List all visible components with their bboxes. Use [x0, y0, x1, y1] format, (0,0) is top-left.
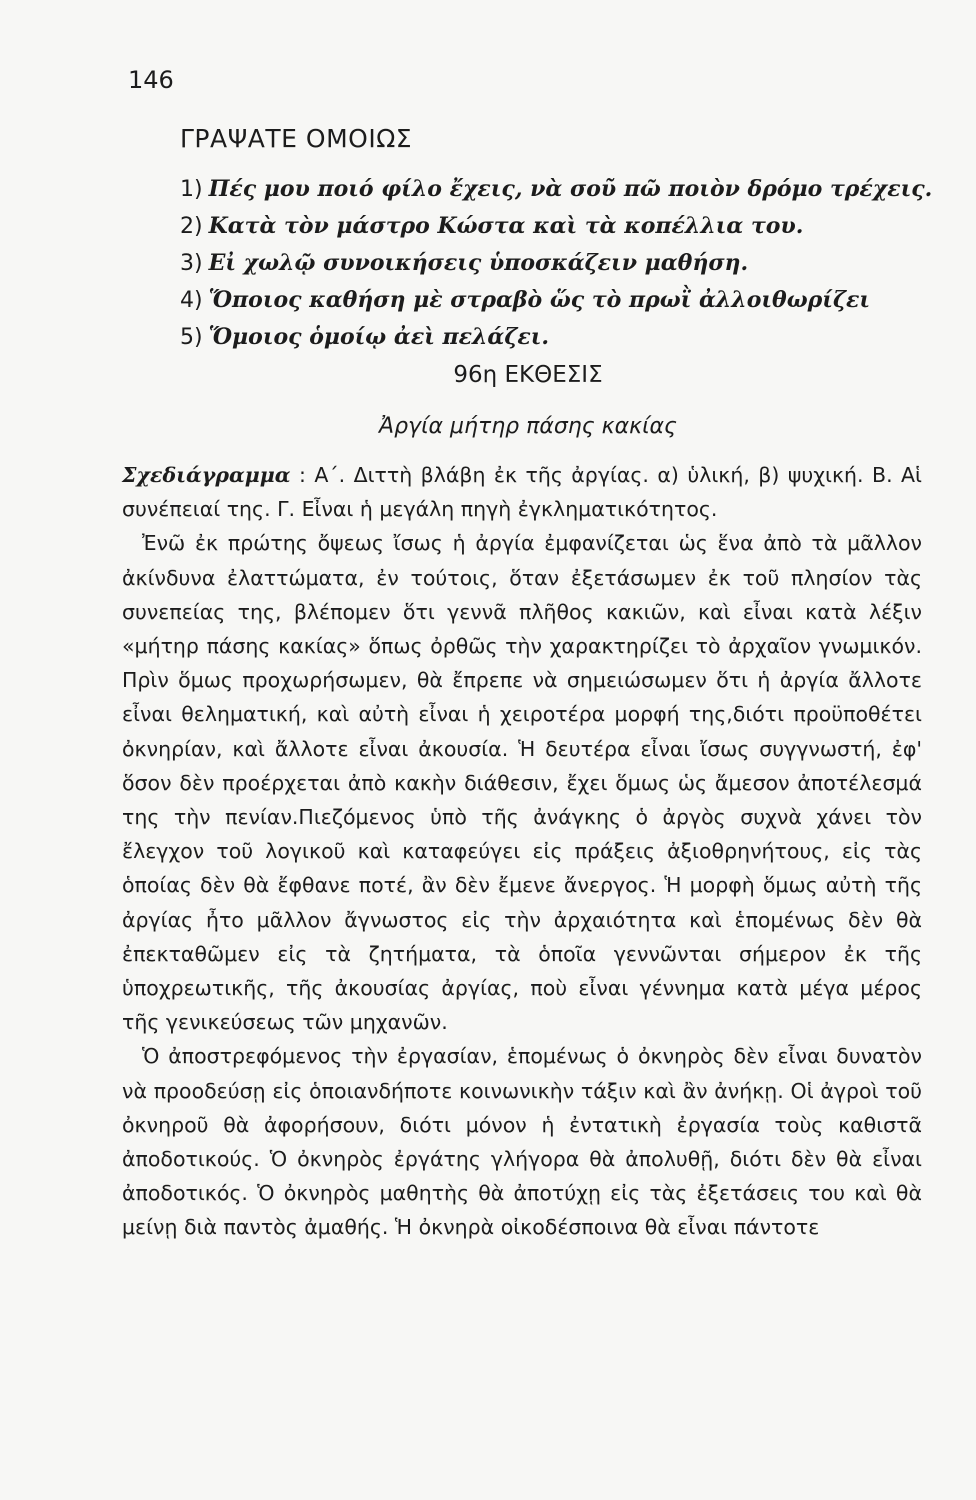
proverb-number: 1) — [180, 177, 203, 202]
page-number: 146 — [128, 66, 174, 94]
proverb-text: Κατὰ τὸν μάστρο Κώστα καὶ τὰ κοπέλλια του. — [208, 213, 804, 239]
essay-outline — [122, 458, 922, 526]
proverb-item — [180, 287, 932, 324]
proverb-item — [180, 324, 932, 361]
essay-paragraph-1: Ἐνῶ ἐκ πρώτης ὄψεως ἴσως ἡ ἀργία ἐμφανίζεται ὡς ἕνα ἀπὸ τὰ μᾶλλον ἀκίνδυνα ἐλαττώματα, ἐν τούτοις, ὅταν ἐξετάσωμεν ἐκ τοῦ πλησίον τὰς συνεπείας της, βλέπομεν ὅτι γεννᾶ πλῆθος κακιῶν, καὶ εἶναι κατὰ λέξιν «μήτηρ πάσης κακίας» ὅπως ὀρθῶς τὴν χαρακτηρίζει τὸ ἀρχαῖον γνωμικόν. Πρὶν ὅμως προχωρήσωμεν, θὰ ἔπρεπε νὰ σημειώσωμεν ὅτι ἡ ἀργία ἄλλοτε εἶναι θεληματική, καὶ αὐτὴ εἶναι ἡ χειροτέρα μορφή της,διότι προϋποθέτει ὀκνηρίαν, καὶ ἄλλοτε εἶναι ἀκουσία. Ἡ δευτέρα εἶναι ἴσως συγγνωστή, ἐφ' ὅσον δὲν προέρχεται ἀπὸ κακὴν διάθεσιν, ἔχει ὅμως ὡς ἄμεσον ἀποτέλεσμά της τὴν πενίαν.Πιεζόμενος ὑπὸ τῆς ἀνάγκης ὁ ἀργὸς συχνὰ χάνει τὸν ἔλεγχον τοῦ λογικοῦ καὶ καταφεύγει εἰς πράξεις ἀξιοθρηνήτους, εἰς τὰς ὁποίας δὲν θὰ ἔφθανε ποτέ, ἂν δὲν ἔμενε ἄνεργος. Ἡ μορφὴ ὅμως αὐτὴ τῆς ἀργίας ἦτο μᾶλλον ἄγνωστος εἰς τὴν ἀρχαιότητα καὶ ἑπομένως δὲν θὰ ἐπεκταθῶμεν εἰς τὰ ζητήματα, τὰ ὁποῖα γεννῶνται σήμερον ἐκ τῆς ὑποχρεωτικῆς, τῆς ἀκουσίας ἀργίας, ποὺ εἶναι γέννημα κατὰ μέγα μέρος τῆς γενικεύσεως τῶν μηχανῶν. — [122, 531, 922, 1035]
proverb-text: Πές μου ποιό φίλο ἔχεις, νὰ σοῦ πῶ ποιὸν δρόμο τρέχεις. — [208, 176, 933, 202]
proverb-text: Εἰ χωλῷ συνοικήσεις ὑποσκάζειν μαθήση. — [208, 250, 749, 276]
proverb-number: 4) — [180, 288, 203, 313]
proverb-item — [180, 213, 932, 250]
essay-paragraph-2: Ὁ ἀποστρεφόμενος τὴν ἐργασίαν, ἑπομένως ὁ ὀκνηρὸς δὲν εἶναι δυνατὸν νὰ προοδεύσῃ εἰς ὁποιανδήποτε κοινωνικὴν τάξιν καὶ ἂν ἀνήκῃ. Οἱ ἀγροὶ τοῦ ὀκνηροῦ θὰ ἀφορήσουν, διότι μόνον ἡ ἐντατικὴ ἐργασία τοὺς καθιστᾶ ἀποδοτικούς. Ὁ ὀκνηρὸς ἐργάτης γλήγορα θὰ ἀπολυθῇ, διότι δὲν θὰ εἶναι ἀποδοτικός. Ὁ ὀκνηρὸς μαθητὴς θὰ ἀποτύχῃ εἰς τὰς ἐξετάσεις του καὶ θὰ μείνῃ διὰ παντὸς ἀμαθής. Ἡ ὀκνηρὰ οἰκοδέσποινα θὰ εἶναι πάντοτε — [122, 1044, 922, 1240]
proverb-number: 3) — [180, 251, 203, 276]
outline-label: Σχεδιάγραμμα — [122, 463, 291, 487]
outline-text: : Α΄. Διττὴ βλάβη ἐκ τῆς ἀργίας. α) ὑλική, β) ψυχική. Β. Αἱ συνέπειαί της. Γ. Εἶναι ἡ μεγάλη πηγὴ ἐγκληματικότητος. — [122, 463, 922, 522]
essay-title: Ἀργία μήτηρ πάσης κακίας — [379, 414, 677, 439]
section-heading: ΓΡΑΨΑΤΕ ΟΜΟΙΩΣ — [180, 124, 413, 153]
proverb-list — [180, 176, 932, 361]
proverb-item — [180, 176, 932, 213]
proverb-number: 5) — [180, 325, 203, 350]
proverb-text: Ὅποιος καθήση μὲ στραβὸ ὥς τὸ πρωῒ ἀλλοιθωρίζει — [208, 287, 871, 313]
proverb-text: Ὅμοιος ὁμοίῳ ἀεὶ πελάζει. — [208, 324, 550, 350]
essay-heading: 96η ΕΚΘΕΣΙΣ — [453, 362, 603, 388]
proverb-item — [180, 250, 932, 287]
proverb-number: 2) — [180, 214, 203, 239]
essay-body — [122, 458, 922, 1245]
